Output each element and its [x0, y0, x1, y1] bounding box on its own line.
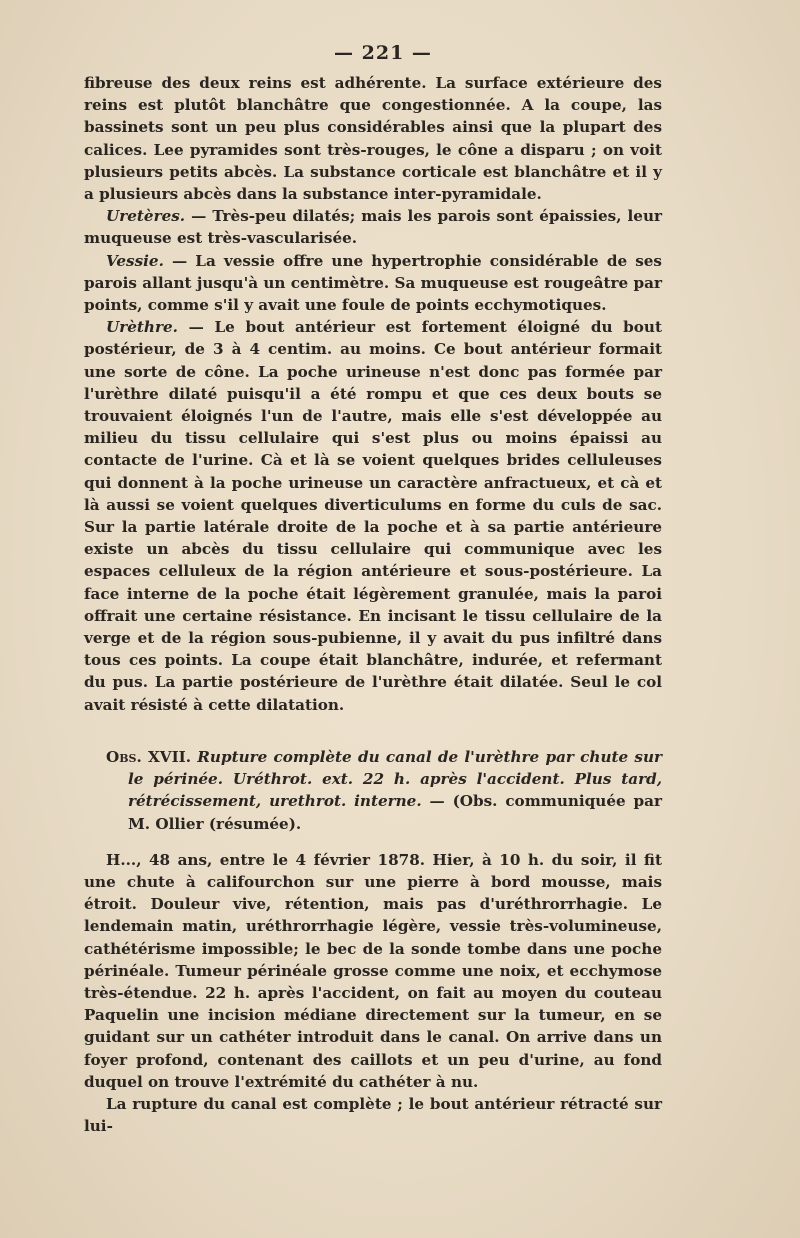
paragraph-vessie	[84, 250, 662, 317]
observation-note: — (Obs. communiquée par M. Ollier (résumée).	[128, 792, 663, 833]
observation-title: Rupture complète du canal de l'urèthre par chute sur le périnée. Uréthrot. ext. 22 h. après l'accident. Plus tard, rétrécissement, urethrot. interne.	[128, 747, 662, 811]
observation-heading-text	[106, 746, 662, 835]
paragraph-rupture	[84, 1093, 662, 1137]
observation-heading	[84, 746, 662, 835]
paragraph-text: — Très-peu dilatés; mais les parois sont épaissies, leur muqueuse est très-vascularisée.	[84, 207, 662, 248]
paragraph-text: fibreuse des deux reins est adhérente. La surface extérieure des reins est plutôt blanchâtre que congestionnée. A la coupe, las bassinets sont un peu plus considérables ainsi que la plupart des calices. Lee pyramides sont très-rouges, le cône a disparu ; on voit plusieurs petits abcès. La substance corticale est blanchâtre et il y a plusieurs abcès dans la substance inter-pyramidale.	[84, 74, 662, 204]
paragraph-lead: Urèthre.	[106, 318, 178, 337]
paragraph-ureteres	[84, 205, 662, 249]
paragraph-text: — La vessie offre une hypertrophie considérable de ses parois allant jusqu'à un centimètre. Sa muqueuse est rougeâtre par points, comme s'il y avait une foule de points ecchymotiques.	[84, 251, 662, 315]
paragraph-urethre	[84, 316, 662, 716]
paragraph-text: — Le bout antérieur est fortement éloigné du bout postérieur, de 3 à 4 centim. au moins. Ce bout antérieur formait une sorte de cône. La poche urineuse n'est donc pas formée par l'urèthre dilaté puisqu'il a été rompu et que ces deux bouts se trouvaient éloignés l'un de l'autre, mais elle s'est développée au milieu du tissu cellulaire qui s'est plus ou moins épaissi au contacte de l'urine. Cà et là se voient quelques brides celluleuses qui donnent à la poche urineuse un caractère anfractueux, et cà et là aussi se voient quelques diverticulums en forme du culs de sac. Sur la partie latérale droite de la poche et à sa partie antérieure existe un abcès du tissu cellulaire qui communique avec les espaces celluleux de la région antérieure et sous-postérieure. La face interne de la poche était légèrement granulée, mais la paroi offrait une certaine résistance. En incisant le tissu cellulaire de la verge et de la région sous-pubienne, il y avait du pus infiltré dans tous ces points. La coupe était blanchâtre, indurée, et refermant du pus. La partie postérieure de l'urèthre était dilatée. Seul le col avait résisté à cette dilatation.	[84, 318, 662, 714]
paragraph-text: La rupture du canal est complète ; le bout antérieur rétracté sur lui-	[84, 1094, 662, 1136]
paragraph-case	[84, 849, 662, 1093]
paragraph-text: H..., 48 ans, entre le 4 février 1878. Hier, à 10 h. du soir, il fit une chute à califourchon sur une pierre à bord mousse, mais étroit. Douleur vive, rétention, mais pas d'uréthrorrhagie. Le lendemain matin, uréthrorrhagie légère, vessie très-volumineuse, cathétérisme impossible; le bec de la sonde tombe dans une poche périnéale. Tumeur périnéale grosse comme une noix, et ecchymose très-étendue. 22 h. après l'accident, on fait au moyen du couteau Paquelin une incision médiane directement sur la tumeur, en se guidant sur un cathéter introduit dans le canal. On arrive dans un foyer profond, contenant des caillots et un peu d'urine, au fond duquel on trouve l'extrémité du cathéter à nu.	[84, 850, 662, 1091]
observation-label: Obs. XVII.	[106, 747, 192, 766]
page-number: — 221 —	[334, 42, 432, 64]
paragraph-lead: Uretères.	[106, 207, 186, 226]
paragraph-lead: Vessie.	[106, 251, 164, 270]
paragraph-kidneys	[84, 72, 662, 205]
